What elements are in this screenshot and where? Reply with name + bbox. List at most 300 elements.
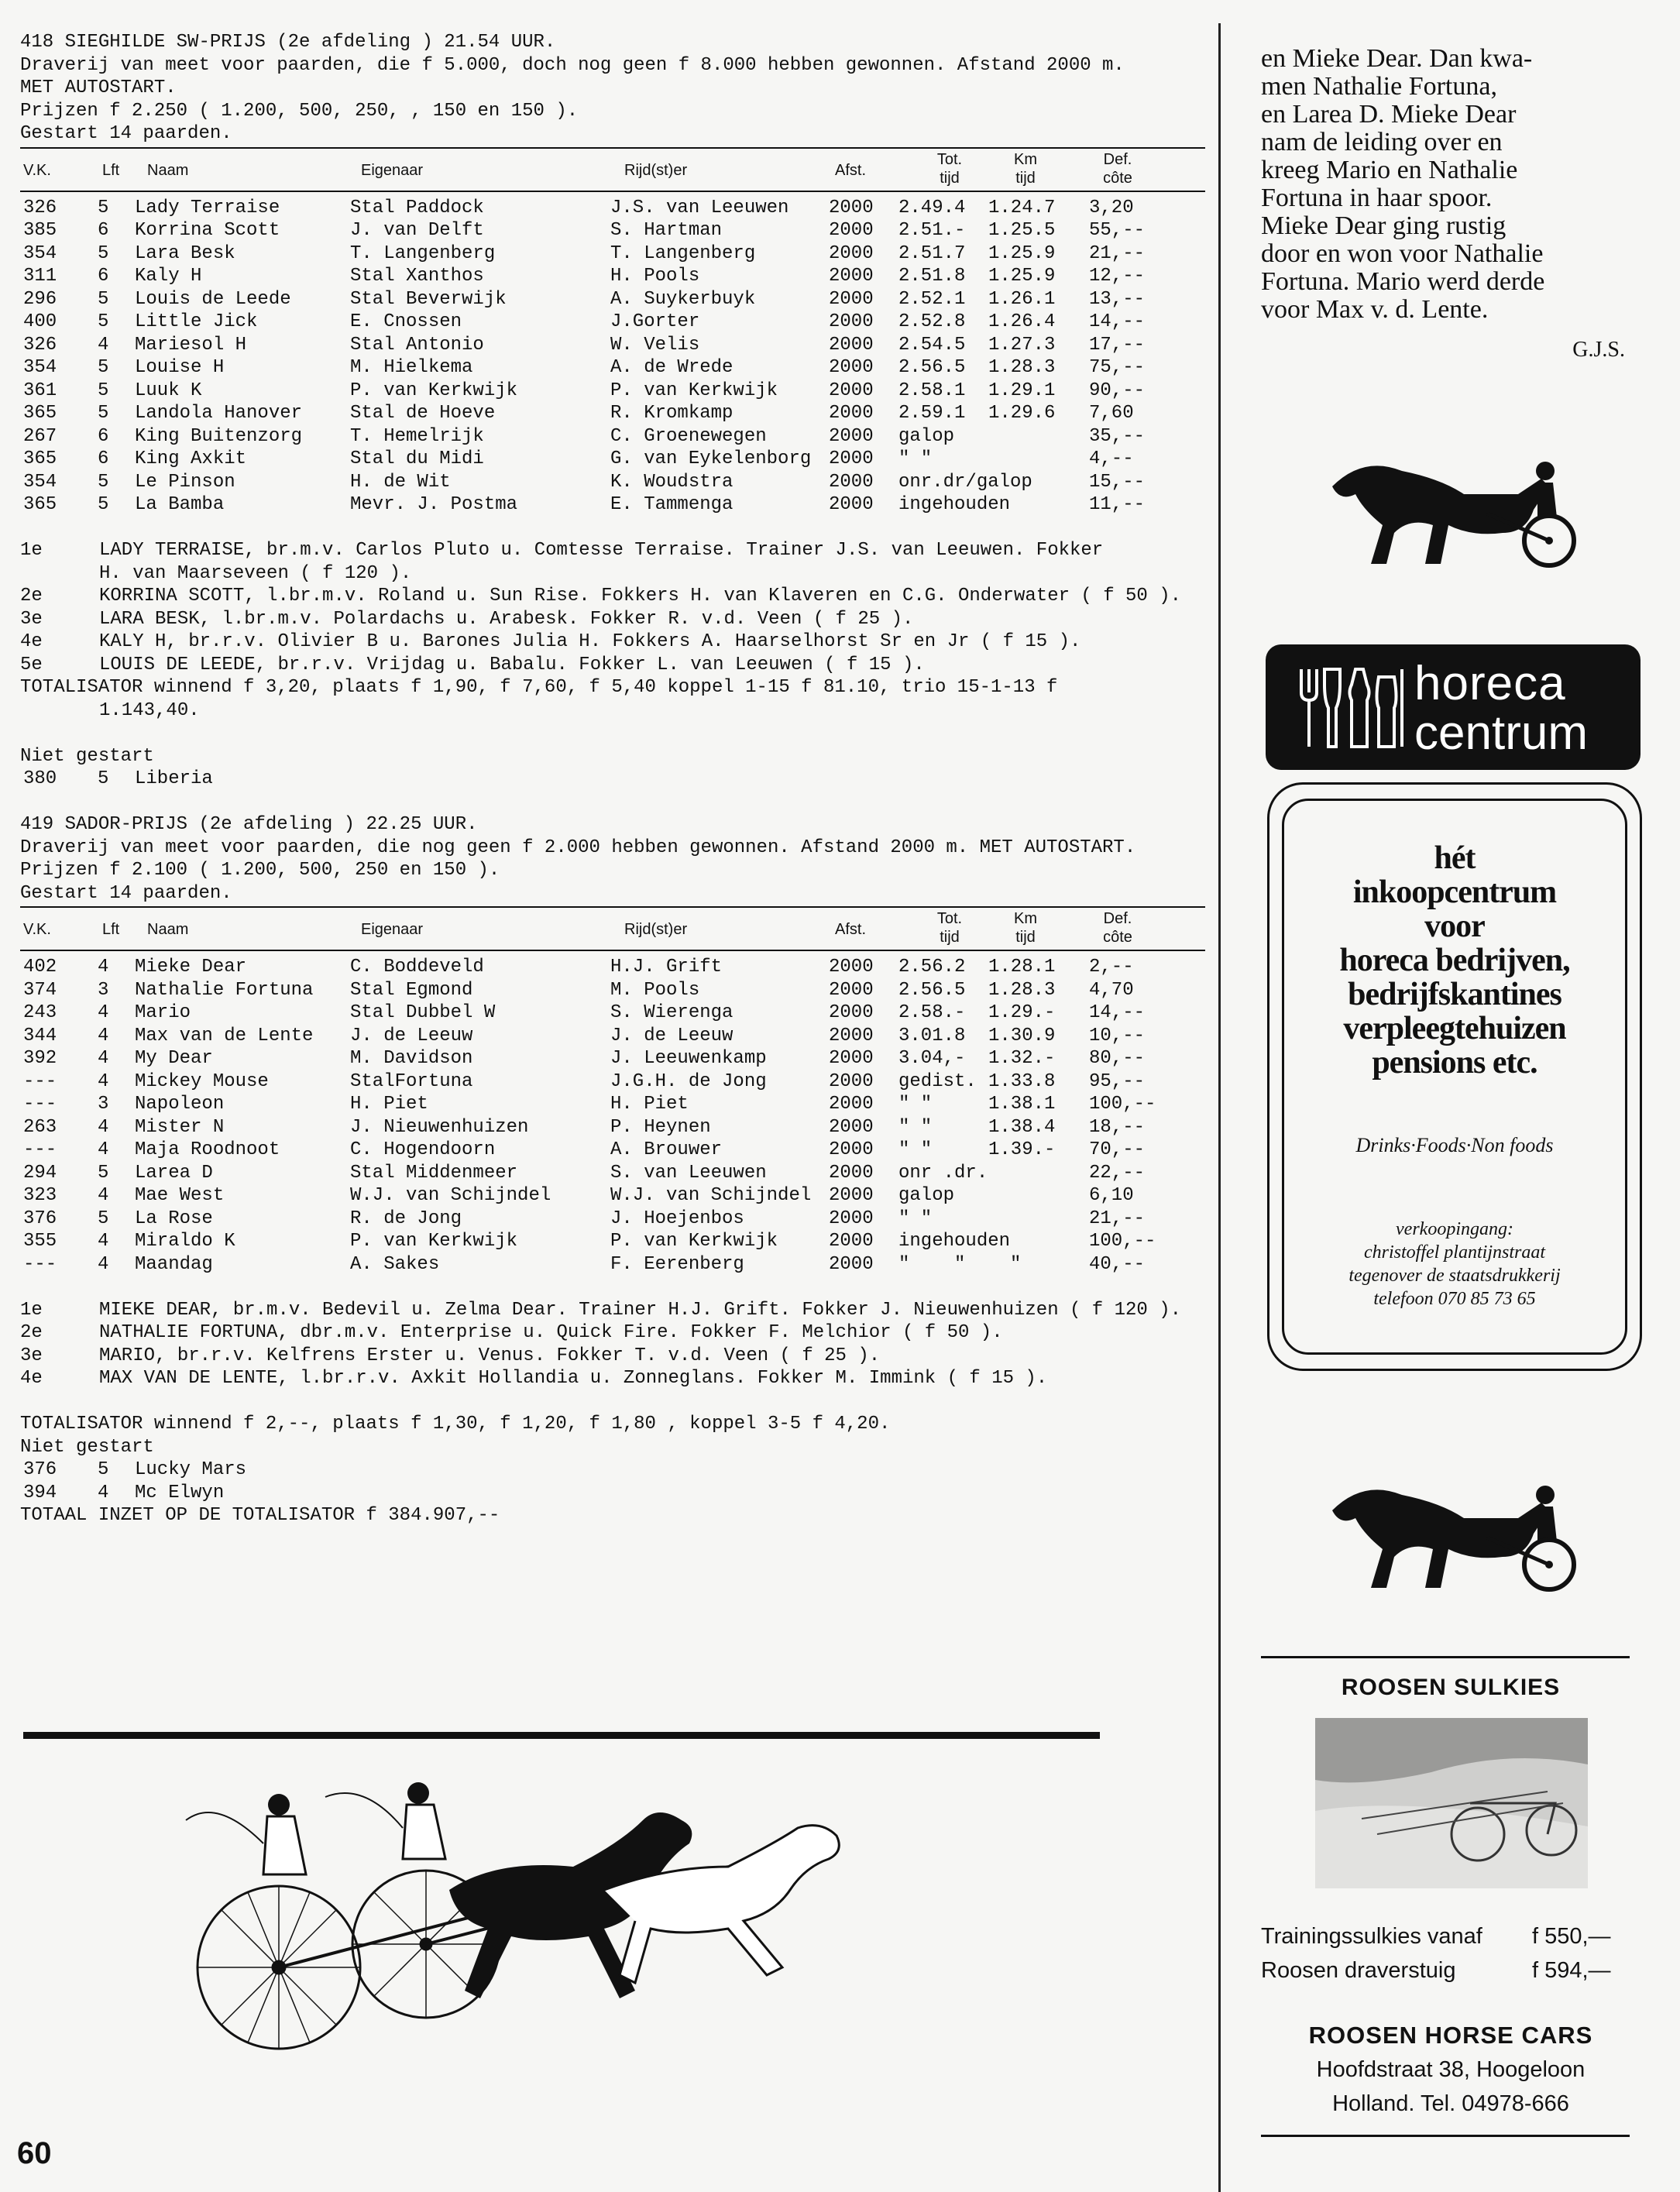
cell-km: 1.29.- — [988, 1002, 1056, 1023]
cell-lft: 5 — [98, 403, 109, 424]
result-position: 3e — [20, 1345, 43, 1366]
cell-naam: Nathalie Fortuna — [135, 979, 314, 1001]
cell-afst: 2000 — [829, 1231, 874, 1252]
table-row — [20, 402, 1205, 425]
company-address: Hoofdstraat 38, Hoogeloon — [1316, 2057, 1586, 2082]
column-header-line: Km — [1014, 150, 1037, 168]
cell-def: 35,-- — [1089, 425, 1146, 447]
headline-line: horeca bedrijven, — [1339, 943, 1570, 978]
cell-eig: A. Sakes — [350, 1253, 440, 1275]
table-row — [20, 1070, 1205, 1094]
cell-rijd: H. Pools — [610, 266, 700, 287]
race-report — [1261, 45, 1640, 364]
cell-km: 1.39.- — [988, 1139, 1056, 1160]
cell-naam: Mieke Dear — [135, 957, 247, 977]
address-line: verkoopingang: — [1396, 1219, 1513, 1239]
column-header-line: Tot. — [936, 150, 963, 168]
cutlery-bottles-icon — [1293, 661, 1410, 753]
cell-rijd: K. Woudstra — [610, 471, 733, 493]
price-list — [1261, 1919, 1648, 1988]
table-row — [20, 242, 1205, 266]
headline-line: pensions etc. — [1372, 1045, 1537, 1081]
column-header-lft: Lft — [102, 921, 120, 938]
cell-eig: R. de Jong — [350, 1208, 462, 1229]
cell-def: 95,-- — [1089, 1070, 1146, 1092]
cell-naam: Lady Terraise — [135, 197, 280, 218]
cell-lft: 4 — [98, 1048, 109, 1069]
cell-naam: Lara Besk — [135, 242, 235, 264]
cell-tot: 2.52.1 — [898, 288, 966, 310]
table-row — [20, 311, 1205, 334]
cell-km: 1.27.3 — [988, 334, 1056, 356]
cell-eig: Stal Beverwijk — [350, 288, 507, 310]
cell-km: 1.28.1 — [988, 957, 1056, 977]
cell-eig: T. Hemelrijk — [350, 425, 484, 447]
result-line — [20, 630, 1205, 654]
cell-tot: ingehouden — [898, 494, 1011, 515]
cell-naam: Mae West — [135, 1185, 225, 1206]
cell-eig: T. Langenberg — [350, 242, 496, 264]
cell-lft: 4 — [98, 1116, 109, 1138]
cell-lft: 5 — [98, 242, 109, 264]
cell-eig: Stal Xanthos — [350, 266, 484, 287]
column-header-line: tijd — [1015, 929, 1036, 946]
table-row — [20, 1093, 1205, 1116]
cell-def: 70,-- — [1089, 1139, 1146, 1160]
cell-lft: 5 — [98, 288, 109, 310]
cell-eig: E. Cnossen — [350, 311, 462, 332]
cell-eig: M. Davidson — [350, 1048, 473, 1069]
cell-def: 55,-- — [1089, 220, 1146, 241]
cell-rijd: A. Suykerbuyk — [610, 288, 756, 310]
cell-vk: --- — [23, 1070, 57, 1092]
cell-naam: Lucky Mars — [135, 1459, 247, 1480]
cell-rijd: J. Leeuwenkamp — [610, 1048, 767, 1069]
headline-line: bedrijfskantines — [1348, 977, 1561, 1012]
cell-def: 100,-- — [1089, 1231, 1156, 1252]
column-header-line: Def. — [1103, 910, 1132, 927]
cell-naam: King Buitenzorg — [135, 425, 303, 447]
cell-km: 1.33.8 — [988, 1070, 1056, 1092]
scratched-row — [20, 768, 1205, 791]
race-419 — [20, 813, 1205, 1527]
cell-eig: J. van Delft — [350, 220, 484, 241]
cell-rijd: J.Gorter — [610, 311, 700, 332]
cell-km: 1.28.3 — [988, 979, 1056, 1001]
cell-vk: --- — [23, 1139, 57, 1160]
column-header-rijd: Rijd(st)er — [624, 921, 688, 938]
table-row — [20, 1002, 1205, 1025]
cell-eig: StalFortuna — [350, 1070, 473, 1092]
cell-afst: 2000 — [829, 1002, 874, 1023]
price1-value: f 550,— — [1532, 1924, 1611, 1949]
result-text: KALY H, br.r.v. Olivier B u. Barones Julia H. Fokkers A. Haarselhorst Sr en Jr ( f 15 ). — [99, 631, 1081, 652]
cell-afst: 2000 — [829, 357, 874, 378]
column-header-tot — [919, 150, 981, 187]
cell-lft: 5 — [98, 494, 109, 515]
cell-vk: 365 — [23, 448, 57, 469]
spacer — [20, 517, 1205, 540]
cell-lft: 3 — [98, 979, 109, 1001]
cell-afst: 2000 — [829, 288, 874, 310]
cell-def: 6,10 — [1089, 1185, 1134, 1206]
cell-afst: 2000 — [829, 1208, 874, 1229]
cell-km: 1.25.9 — [988, 266, 1056, 287]
table-row — [20, 425, 1205, 448]
column-header-line: Km — [1014, 910, 1037, 927]
cell-km: 1.25.5 — [988, 220, 1056, 241]
cell-vk: 385 — [23, 220, 57, 241]
address-line: telefoon 070 85 73 65 — [1373, 1289, 1536, 1309]
cell-tot: " " — [898, 1208, 933, 1229]
cell-rijd: S. Wierenga — [610, 1002, 733, 1023]
cell-tot: 2.49.4 — [898, 197, 966, 218]
cell-vk: 354 — [23, 471, 57, 493]
cell-tot: 2.51.7 — [898, 242, 966, 264]
cell-rijd: H. Piet — [610, 1094, 689, 1115]
cell-lft: 4 — [98, 1231, 109, 1252]
cell-def: 10,-- — [1089, 1025, 1146, 1046]
cell-tot: " " — [898, 448, 933, 469]
cell-eig: Stal Paddock — [350, 197, 484, 218]
race-header-line: Prijzen f 2.250 ( 1.200, 500, 250, , 150 en 150 ). — [20, 100, 579, 122]
cell-def: 17,-- — [1089, 334, 1146, 356]
column-header-eig: Eigenaar — [361, 921, 424, 938]
column-header-line: côte — [1103, 169, 1132, 187]
cell-def: 22,-- — [1089, 1162, 1146, 1184]
cell-vk: 354 — [23, 242, 57, 264]
cell-lft: 4 — [98, 1482, 109, 1503]
cell-tot: 2.54.5 — [898, 334, 966, 356]
cell-tot: " " " — [898, 1253, 1022, 1275]
cell-lft: 5 — [98, 1208, 109, 1229]
table-row — [20, 979, 1205, 1002]
company-info — [1261, 2018, 1640, 2121]
column-header-line: tijd — [1015, 169, 1036, 187]
cell-afst: 2000 — [829, 197, 874, 218]
result-line — [20, 1299, 1205, 1322]
cell-naam: Little Jick — [135, 311, 258, 332]
report-line: Fortuna in haar spoor. — [1261, 184, 1493, 212]
report-line: Fortuna. Mario werd derde — [1261, 267, 1545, 296]
cell-vk: 326 — [23, 197, 57, 218]
cell-lft: 4 — [98, 1070, 109, 1092]
cell-tot: galop — [898, 425, 955, 447]
result-text: MIEKE DEAR, br.m.v. Bedevil u. Zelma Dear. Trainer H.J. Grift. Fokker J. Nieuwenhuizen ( f 120 ). — [99, 1299, 1182, 1321]
cell-naam: Mickey Mouse — [135, 1070, 269, 1092]
cell-afst: 2000 — [829, 471, 874, 493]
race-header-line: Gestart 14 paarden. — [20, 123, 232, 144]
cell-naam: Larea D — [135, 1162, 213, 1184]
result-line — [20, 1367, 1205, 1390]
cell-lft: 5 — [98, 1459, 109, 1480]
cell-tot: 2.58.- — [898, 1002, 966, 1023]
cell-rijd: P. van Kerkwijk — [610, 1231, 778, 1252]
totalisator: TOTALISATOR winnend f 3,20, plaats f 1,90, f 7,60, f 5,40 koppel 1-15 f 81.10, trio 15-1-13 f — [20, 677, 1058, 698]
cell-naam: Mc Elwyn — [135, 1482, 225, 1503]
column-header-line: tijd — [940, 929, 960, 946]
column-header-vk: V.K. — [23, 921, 51, 938]
report-line: door en won voor Nathalie — [1261, 239, 1544, 268]
cell-def: 12,-- — [1089, 266, 1146, 287]
cell-rijd: W.J. van Schijndel — [610, 1185, 812, 1206]
result-line — [20, 1321, 1205, 1345]
table-row — [20, 1208, 1205, 1231]
cell-eig: W.J. van Schijndel — [350, 1185, 551, 1206]
spacer — [20, 722, 1205, 745]
niet-gestart-label: Niet gestart — [20, 1436, 154, 1458]
address-line: christoffel plantijnstraat — [1363, 1242, 1545, 1263]
race-header-line: MET AUTOSTART. — [20, 77, 177, 98]
advertisement-address — [1284, 1218, 1625, 1311]
column-header-line: Tot. — [936, 910, 963, 927]
cell-naam: Mister N — [135, 1116, 225, 1138]
cell-def: 4,70 — [1089, 979, 1134, 1001]
cell-eig: Stal de Hoeve — [350, 403, 496, 424]
cell-afst: 2000 — [829, 1070, 874, 1092]
race-header-line: 419 SADOR-PRIJS (2e afdeling ) 22.25 UUR. — [20, 814, 478, 835]
cell-afst: 2000 — [829, 957, 874, 977]
cell-vk: 376 — [23, 1459, 57, 1480]
result-text: LADY TERRAISE, br.m.v. Carlos Pluto u. Comtesse Terraise. Trainer J.S. van Leeuwen. Fokker — [99, 540, 1104, 561]
cell-vk: --- — [23, 1094, 57, 1115]
cell-rijd: J.G.H. de Jong — [610, 1070, 767, 1092]
cell-vk: 267 — [23, 425, 57, 447]
cell-rijd: J. Hoejenbos — [610, 1208, 744, 1229]
scratched-row — [20, 1458, 1205, 1482]
cell-km: 1.24.7 — [988, 197, 1056, 218]
cell-vk: 394 — [23, 1482, 57, 1503]
cell-vk: 294 — [23, 1162, 57, 1184]
cell-lft: 6 — [98, 425, 109, 447]
cell-vk: 361 — [23, 380, 57, 401]
cell-afst: 2000 — [829, 979, 874, 1001]
address-line: tegenover de staatsdrukkerij — [1348, 1266, 1561, 1286]
horizontal-rule — [23, 1732, 1100, 1739]
column-header-afst: Afst. — [835, 921, 867, 938]
cell-lft: 5 — [98, 380, 109, 401]
cell-naam: My Dear — [135, 1048, 213, 1069]
cell-km: 1.28.3 — [988, 357, 1056, 378]
report-line: en Larea D. Mieke Dear — [1261, 100, 1517, 129]
cell-lft: 4 — [98, 957, 109, 977]
cell-rijd: J. de Leeuw — [610, 1025, 733, 1046]
spacer — [20, 1390, 1205, 1414]
cell-rijd: G. van Eykelenborg — [610, 448, 812, 469]
cell-vk: 355 — [23, 1231, 57, 1252]
cell-eig: Stal Dubbel W — [350, 1002, 496, 1023]
advertisement-headline — [1284, 841, 1625, 1080]
horeca-advertisement — [1267, 782, 1642, 1371]
banner-subtitle: centrum — [1414, 706, 1588, 760]
result-position: 2e — [20, 1322, 43, 1343]
column-header-def — [1083, 909, 1153, 947]
cell-lft: 5 — [98, 768, 109, 789]
result-line — [20, 1345, 1205, 1368]
results-column — [20, 31, 1205, 1527]
cell-tot: 2.51.8 — [898, 266, 966, 287]
cell-lft: 6 — [98, 220, 109, 241]
cell-def: 14,-- — [1089, 311, 1146, 332]
cell-afst: 2000 — [829, 1025, 874, 1046]
result-text: NATHALIE FORTUNA, dbr.m.v. Enterprise u. Quick Fire. Fokker F. Melchior ( f 50 ). — [99, 1322, 1003, 1343]
cell-afst: 2000 — [829, 494, 874, 515]
cell-naam: Le Pinson — [135, 471, 235, 493]
cell-eig: Stal Egmond — [350, 979, 473, 1001]
cell-tot: onr.dr/galop — [898, 471, 1032, 493]
price1-label: Trainingssulkies vanaf — [1261, 1924, 1482, 1949]
headline-line: voor — [1424, 909, 1485, 944]
result-text: MARIO, br.r.v. Kelfrens Erster u. Venus. Fokker T. v.d. Veen ( f 25 ). — [99, 1345, 881, 1366]
cell-km: 1.32.- — [988, 1048, 1056, 1069]
cell-def: 2,-- — [1089, 957, 1134, 977]
cell-tot: 2.52.8 — [898, 311, 966, 332]
cell-vk: 243 — [23, 1002, 57, 1023]
totaal-inzet: TOTAAL INZET OP DE TOTALISATOR f 384.907,-- — [20, 1505, 500, 1526]
result-position: 4e — [20, 631, 43, 652]
cell-tot: " " — [898, 1139, 933, 1160]
cell-rijd: S. van Leeuwen — [610, 1162, 767, 1184]
table-row — [20, 356, 1205, 380]
result-text: KORRINA SCOTT, l.br.m.v. Roland u. Sun Rise. Fokkers H. van Klaveren en C.G. Onderwater ( f 50 ). — [99, 586, 1182, 606]
column-header-km — [1002, 150, 1049, 187]
cell-lft: 5 — [98, 197, 109, 218]
table-row — [20, 1139, 1205, 1162]
headline-line: hét — [1434, 840, 1476, 876]
column-header-def — [1083, 150, 1153, 187]
cell-eig: M. Hielkema — [350, 357, 473, 378]
cell-afst: 2000 — [829, 1162, 874, 1184]
cell-km: 1.26.4 — [988, 311, 1056, 332]
cell-vk: 344 — [23, 1025, 57, 1046]
cell-tot: ingehouden — [898, 1231, 1011, 1252]
cell-km: 1.38.1 — [988, 1094, 1056, 1115]
totalisator-line — [20, 699, 1205, 723]
cell-afst: 2000 — [829, 1094, 874, 1115]
report-line: kreeg Mario en Nathalie — [1261, 156, 1518, 184]
cell-lft: 5 — [98, 311, 109, 332]
result-position: 5e — [20, 654, 43, 675]
cell-km: 1.38.4 — [988, 1116, 1056, 1138]
report-line: en Mieke Dear. Dan kwa- — [1261, 44, 1533, 73]
table-row — [20, 380, 1205, 403]
column-header-line: Def. — [1103, 150, 1132, 168]
cell-lft: 4 — [98, 1185, 109, 1206]
result-position: 3e — [20, 608, 43, 630]
table-row — [20, 265, 1205, 288]
cell-vk: 365 — [23, 494, 57, 515]
cell-afst: 2000 — [829, 311, 874, 332]
cell-vk: 326 — [23, 334, 57, 356]
column-header-km — [1002, 909, 1049, 947]
cell-rijd: P. van Kerkwijk — [610, 380, 778, 401]
cell-naam: Max van de Lente — [135, 1025, 314, 1046]
race-report-text — [1261, 45, 1640, 324]
race-header-line: Draverij van meet voor paarden, die f 5.000, doch nog geen f 8.000 hebben gewonnen. Afstand 2000 m. — [20, 54, 1125, 76]
cell-vk: 296 — [23, 288, 57, 310]
cell-naam: Kaly H — [135, 266, 202, 287]
report-line: Mieke Dear ging rustig — [1261, 211, 1507, 240]
race-header-line: 418 SIEGHILDE SW-PRIJS (2e afdeling ) 21.54 UUR. — [20, 32, 556, 53]
cell-eig: H. Piet — [350, 1094, 428, 1115]
cell-lft: 3 — [98, 1094, 109, 1115]
cell-rijd: C. Groenewegen — [610, 425, 767, 447]
cell-afst: 2000 — [829, 220, 874, 241]
cell-def: 90,-- — [1089, 380, 1146, 401]
cell-def: 14,-- — [1089, 1002, 1146, 1023]
cell-tot: 2.51.- — [898, 220, 966, 241]
cell-vk: 354 — [23, 357, 57, 378]
sulky-photo — [1315, 1718, 1588, 1888]
cell-tot: 2.56.2 — [898, 957, 966, 977]
cell-eig: Stal du Midi — [350, 448, 484, 469]
scratched-row — [20, 1482, 1205, 1505]
cell-naam: Landola Hanover — [135, 403, 303, 424]
table-row — [20, 1230, 1205, 1253]
cell-lft: 4 — [98, 334, 109, 356]
advertisement-tagline: Drinks·Foods·Non foods — [1355, 1134, 1554, 1156]
cell-naam: Liberia — [135, 768, 213, 789]
cell-rijd: F. Eerenberg — [610, 1253, 744, 1275]
column-header-line: côte — [1103, 929, 1132, 946]
report-line: men Nathalie Fortuna, — [1261, 72, 1497, 101]
report-line: nam de leiding over en — [1261, 128, 1503, 156]
cell-def: 80,-- — [1089, 1048, 1146, 1069]
cell-def: 21,-- — [1089, 1208, 1146, 1229]
cell-afst: 2000 — [829, 1253, 874, 1275]
trotter-logo-icon — [1317, 440, 1580, 579]
result-line — [20, 654, 1205, 677]
result-line — [20, 608, 1205, 631]
table-row — [20, 288, 1205, 311]
cell-vk: 323 — [23, 1185, 57, 1206]
cell-lft: 5 — [98, 1162, 109, 1184]
company-name: ROOSEN HORSE CARS — [1308, 2022, 1593, 2049]
cell-rijd: A. Brouwer — [610, 1139, 723, 1160]
cell-eig: H. de Wit — [350, 471, 451, 493]
cell-lft: 4 — [98, 1253, 109, 1275]
cell-eig: J. Nieuwenhuizen — [350, 1116, 529, 1138]
cell-tot: 2.56.5 — [898, 357, 966, 378]
cell-afst: 2000 — [829, 1139, 874, 1160]
cell-tot: 2.58.1 — [898, 380, 966, 401]
table-row — [20, 471, 1205, 494]
cell-def: 21,-- — [1089, 242, 1146, 264]
cell-lft: 6 — [98, 448, 109, 469]
headline-line: inkoopcentrum — [1352, 874, 1557, 910]
report-line: voor Max v. d. Lente. — [1261, 295, 1489, 324]
cell-rijd: M. Pools — [610, 979, 700, 1001]
cell-eig: J. de Leeuw — [350, 1025, 473, 1046]
cell-naam: La Bamba — [135, 494, 225, 515]
cell-km: 1.29.6 — [988, 403, 1056, 424]
spacer — [20, 1276, 1205, 1299]
column-header-lft: Lft — [102, 161, 120, 179]
race-header-line: Gestart 14 paarden. — [20, 882, 232, 904]
cell-tot: " " — [898, 1094, 933, 1115]
cell-rijd: T. Langenberg — [610, 242, 756, 264]
cell-afst: 2000 — [829, 1048, 874, 1069]
banner-title: horeca — [1414, 657, 1566, 710]
cell-naam: Mario — [135, 1002, 191, 1023]
cell-afst: 2000 — [829, 448, 874, 469]
cell-vk: --- — [23, 1253, 57, 1275]
table-row — [20, 448, 1205, 471]
cell-eig: Stal Antonio — [350, 334, 484, 356]
cell-tot: 2.56.5 — [898, 979, 966, 1001]
cell-km: 1.30.9 — [988, 1025, 1056, 1046]
table-row — [20, 1184, 1205, 1208]
